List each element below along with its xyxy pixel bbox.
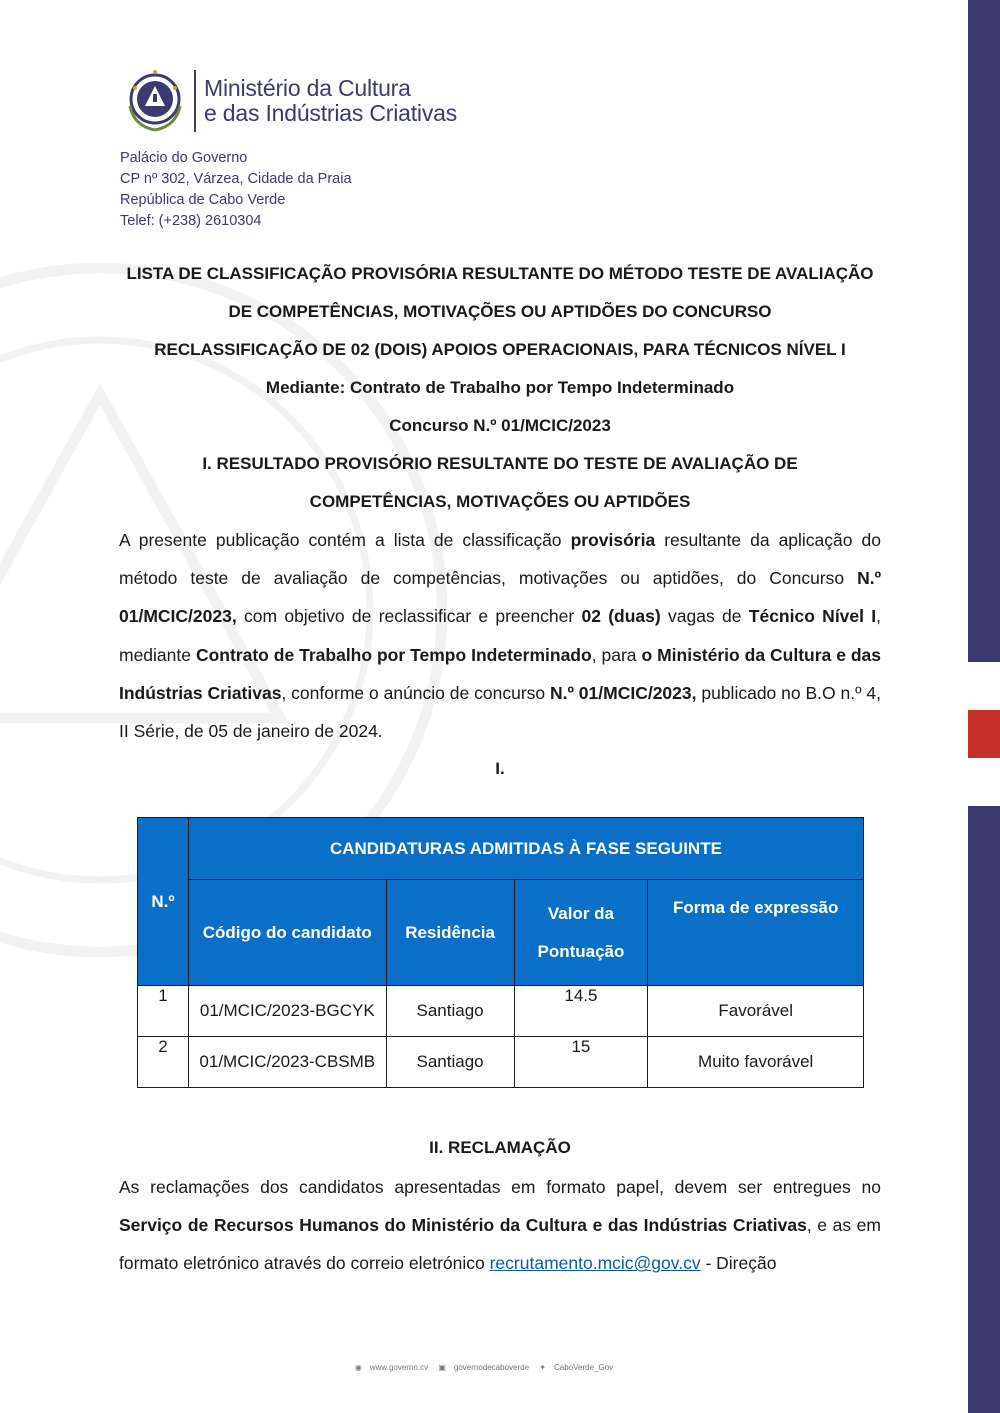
candidates-table bbox=[137, 817, 864, 1088]
col-header-residence: Residência bbox=[386, 880, 514, 986]
footer bbox=[0, 1363, 968, 1372]
twitter-icon: ✦ bbox=[539, 1363, 546, 1372]
col-header-expression: Forma de expressão bbox=[648, 880, 864, 986]
text-run: vagas de bbox=[660, 606, 749, 627]
address-line: CP nº 302, Várzea, Cidade da Praia bbox=[120, 171, 352, 187]
address-block bbox=[120, 148, 352, 232]
cell-residence: Santiago bbox=[386, 986, 514, 1037]
text-run: , conforme o anúncio de concurso bbox=[281, 682, 551, 703]
side-bar-red bbox=[968, 710, 1000, 758]
text-run: A presente publicação contém a lista de classificação bbox=[119, 530, 571, 550]
ministry-name bbox=[204, 76, 457, 126]
facebook-icon: ▣ bbox=[438, 1363, 446, 1372]
address-line: República de Cabo Verde bbox=[120, 192, 286, 208]
table-header-row bbox=[138, 818, 864, 880]
email-link[interactable]: recrutamento.mcic@gov.cv bbox=[489, 1253, 701, 1274]
cell-code: 01/MCIC/2023-CBSMB bbox=[188, 1037, 386, 1088]
reclamacao-heading: II. RECLAMAÇÃO bbox=[429, 1138, 571, 1157]
col-header-score bbox=[514, 880, 648, 986]
side-bar-top bbox=[968, 0, 1000, 662]
col-header-score-line1: Valor da bbox=[547, 903, 614, 923]
footer-facebook: governodecaboverde bbox=[453, 1363, 530, 1372]
text-run: , e as em formato eletrónico através do correio eletrónico bbox=[119, 1215, 881, 1274]
col-header-code: Código do candidato bbox=[188, 880, 386, 986]
section-heading: I. RESULTADO PROVISÓRIO RESULTANTE DO TESTE DE AVALIAÇÃO DE bbox=[202, 454, 798, 473]
bold-run: N.º 01/MCIC/2023, bbox=[550, 682, 697, 703]
ministry-name-line1: Ministério da Cultura bbox=[204, 75, 411, 101]
bold-run: 02 (duas) bbox=[581, 606, 661, 627]
col-header-no: N.º bbox=[138, 818, 189, 986]
cell-residence: Santiago bbox=[386, 1037, 514, 1088]
text-run: publicado no B.O n.º 4, II Série, de 05 de janeiro de 2024. bbox=[119, 682, 881, 742]
cell-score: 15 bbox=[514, 1037, 648, 1088]
table-row bbox=[138, 986, 864, 1037]
text-run: com objetivo de reclassificar e preencher bbox=[236, 606, 582, 627]
section-mark: I. bbox=[495, 759, 505, 778]
title-line: LISTA DE CLASSIFICAÇÃO PROVISÓRIA RESULTANTE DO MÉTODO TESTE DE AVALIAÇÃO bbox=[126, 264, 874, 283]
intro-paragraph bbox=[119, 521, 881, 750]
bold-run: o Ministério da Cultura e das Indústrias Criativas bbox=[119, 644, 882, 703]
footer-twitter: CaboVerde_Gov bbox=[553, 1363, 614, 1372]
text-run: - Direção bbox=[700, 1253, 777, 1274]
text-run: As reclamações dos candidatos apresentadas em formato papel, devem ser entregues no bbox=[119, 1177, 881, 1197]
globe-icon: ◉ bbox=[354, 1363, 362, 1372]
cell-no: 1 bbox=[138, 986, 189, 1037]
ministry-name-line2: e das Indústrias Criativas bbox=[204, 100, 458, 126]
table-row bbox=[138, 1037, 864, 1088]
bold-run: N.º 01/MCIC/2023, bbox=[119, 568, 881, 627]
bold-run: Serviço de Recursos Humanos do Ministério da Cultura e das Indústrias Criativas bbox=[119, 1215, 807, 1236]
title-line: DE COMPETÊNCIAS, MOTIVAÇÕES OU APTIDÕES DO CONCURSO bbox=[228, 302, 772, 321]
side-bar-bottom bbox=[968, 806, 1000, 1413]
footer-web: www.governo.cv bbox=[369, 1363, 429, 1372]
letterhead-divider bbox=[194, 70, 196, 132]
bold-run: Contrato de Trabalho por Tempo Indeterminado bbox=[195, 644, 592, 665]
document-title bbox=[118, 255, 882, 521]
cell-expression: Muito favorável bbox=[648, 1037, 864, 1088]
table-main-header: CANDIDATURAS ADMITIDAS À FASE SEGUINTE bbox=[188, 818, 863, 880]
title-line: RECLASSIFICAÇÃO DE 02 (DOIS) APOIOS OPERACIONAIS, PARA TÉCNICOS NÍVEL I bbox=[154, 340, 846, 359]
text-run: resultante da aplicação do método teste de avaliação de competências, motivações ou aptidões, do Concurso bbox=[119, 530, 881, 589]
address-line: Palácio do Governo bbox=[120, 150, 248, 166]
section-heading: COMPETÊNCIAS, MOTIVAÇÕES OU APTIDÕES bbox=[309, 492, 691, 511]
address-line: Telef: (+238) 2610304 bbox=[120, 213, 262, 229]
cell-expression: Favorável bbox=[648, 986, 864, 1037]
cell-code: 01/MCIC/2023-BGCYK bbox=[188, 986, 386, 1037]
text-run: , mediante bbox=[119, 606, 882, 665]
text-run: , para bbox=[591, 644, 642, 665]
title-line: Concurso N.º 01/MCIC/2023 bbox=[389, 416, 611, 435]
letterhead bbox=[120, 66, 457, 136]
cabo-verde-coat-of-arms-icon bbox=[120, 66, 190, 136]
bold-run: Técnico Nível I bbox=[748, 606, 877, 627]
title-line: Mediante: Contrato de Trabalho por Tempo Indeterminado bbox=[265, 378, 735, 397]
bold-run: provisória bbox=[570, 530, 656, 550]
cell-no: 2 bbox=[138, 1037, 189, 1088]
reclamacao-paragraph bbox=[119, 1168, 881, 1283]
col-header-score-line2: Pontuação bbox=[537, 941, 625, 961]
table-subheader-row bbox=[138, 880, 864, 986]
cell-score: 14.5 bbox=[514, 986, 648, 1037]
